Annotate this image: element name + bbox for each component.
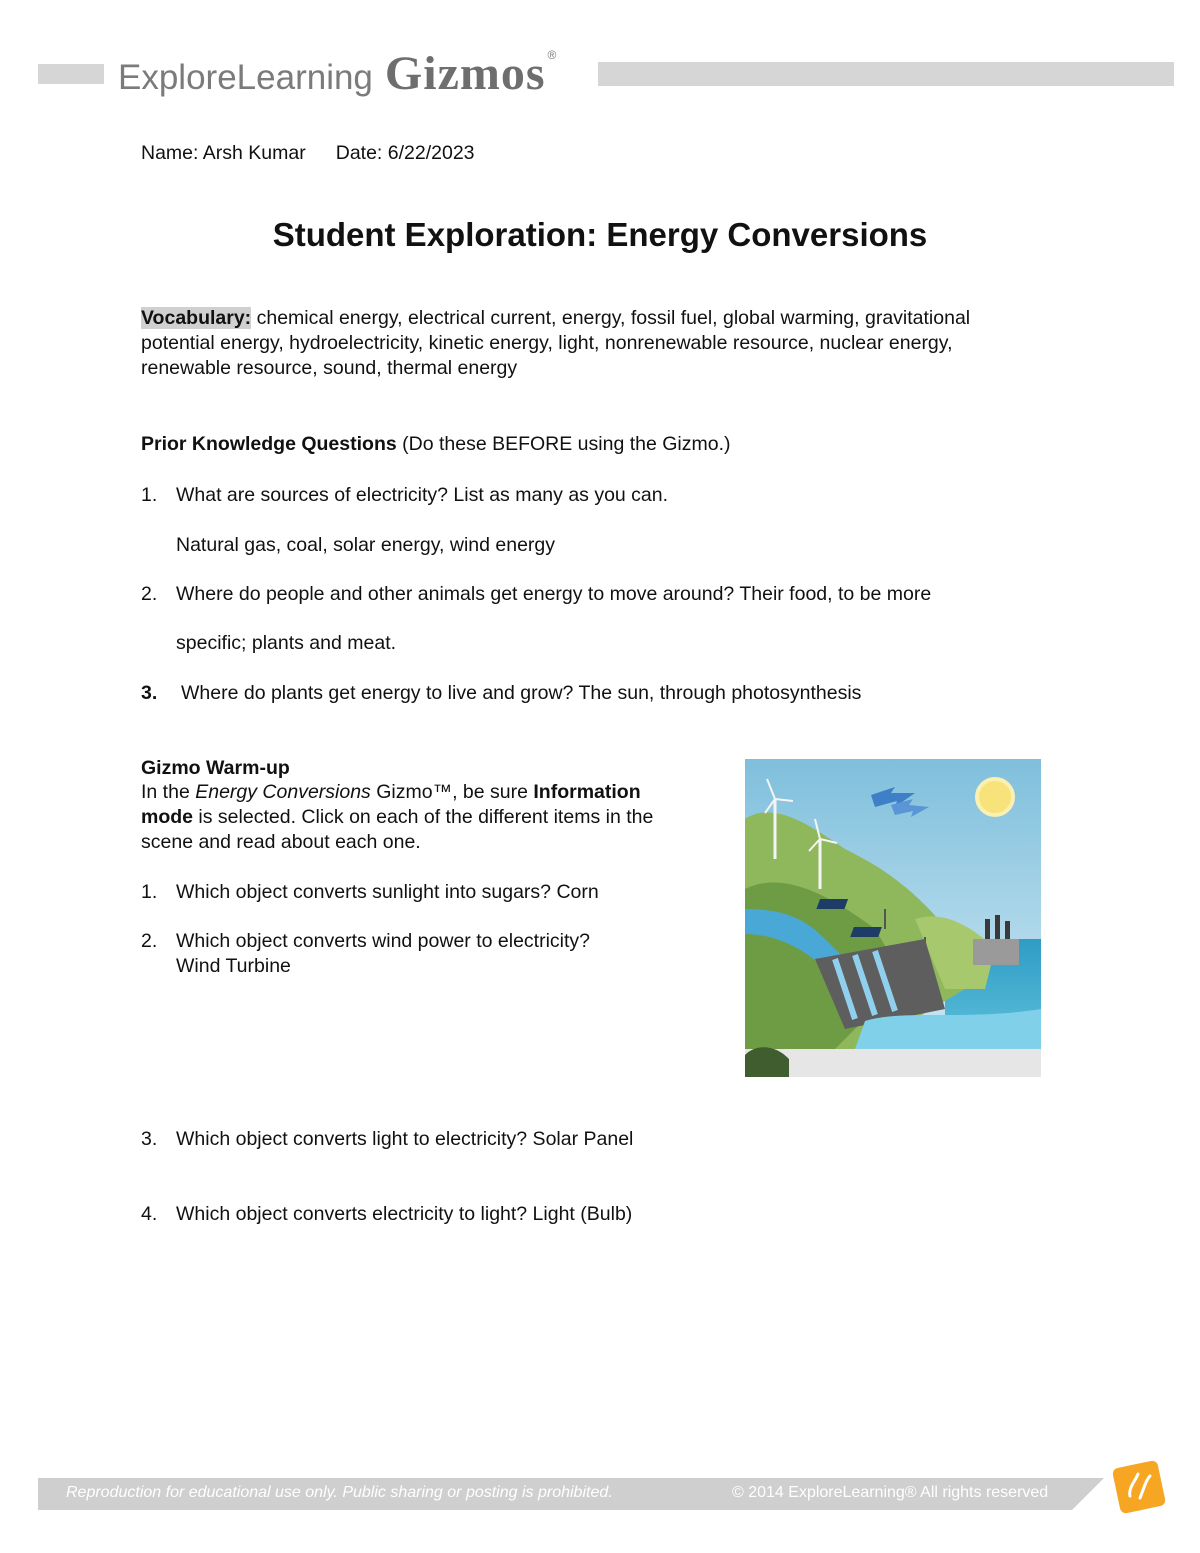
vocabulary-line-2: potential energy, hydroelectricity, kinetic energy, light, nonrenewable resource, nuclear energy, <box>141 332 953 354</box>
prior-knowledge-note: (Do these BEFORE using the Gizmo.) <box>396 433 731 455</box>
warmup-answer-2: Wind Turbine <box>176 955 291 977</box>
ground-strip <box>745 1049 1041 1077</box>
question-text: Where do plants get energy to live and grow? The sun, through photosynthesis <box>181 682 862 704</box>
warmup-question-4 <box>141 1202 632 1227</box>
question-text: Where do people and other animals get energy to move around? Their food, to be more <box>176 583 932 605</box>
warmup-intro-b: Gizmo™, be sure <box>370 781 534 803</box>
question-number: 4. <box>141 1203 158 1225</box>
warmup-intro-a: In the <box>141 781 196 803</box>
sun-icon <box>977 779 1013 815</box>
warmup-question-1 <box>141 880 599 905</box>
warmup-question-2 <box>141 929 590 954</box>
prior-question-1 <box>141 483 668 508</box>
header-bar-left <box>38 64 104 84</box>
question-text: Which object converts electricity to light? Light (Bulb) <box>176 1203 633 1225</box>
page-title: Student Exploration: Energy Conversions <box>272 216 928 253</box>
energy-conversions-scene-image <box>745 759 1041 1077</box>
vocabulary-line-3: renewable resource, sound, thermal energy <box>141 357 518 379</box>
vocabulary-label: Vocabulary: <box>141 307 252 329</box>
prior-question-3 <box>141 681 861 706</box>
vocabulary-line-1: chemical energy, electrical current, energy, fossil fuel, global warming, gravitational <box>251 307 971 329</box>
prior-question-2 <box>141 582 931 607</box>
question-text: What are sources of electricity? List as many as you can. <box>176 484 669 506</box>
question-number: 2. <box>141 930 158 952</box>
question-text: Which object converts sunlight into sugars? Corn <box>176 881 599 903</box>
footer-copyright: © 2014 ExploreLearning® All rights reserved <box>732 1484 1049 1501</box>
student-date: Date: 6/22/2023 <box>335 142 475 164</box>
warmup-question-3 <box>141 1127 633 1152</box>
footer-disclaimer: Reproduction for educational use only. Public sharing or posting is prohibited. <box>66 1484 613 1501</box>
brand-gizmos-text: Gizmos <box>384 47 546 100</box>
question-number: 1. <box>141 881 158 903</box>
student-name: Name: Arsh Kumar <box>141 142 306 164</box>
prior-question-2-continued: specific; plants and meat. <box>176 632 397 654</box>
warmup-intro-line-1 <box>141 780 641 805</box>
prior-knowledge-heading <box>141 432 731 457</box>
question-number: 3. <box>141 1128 158 1150</box>
question-number: 3. <box>141 682 158 704</box>
prior-knowledge-title: Prior Knowledge Questions <box>141 433 397 455</box>
warmup-intro-italic: Energy Conversions <box>195 781 371 803</box>
prior-answer-1: Natural gas, coal, solar energy, wind energy <box>176 534 556 556</box>
question-text: Which object converts light to electricity? Solar Panel <box>176 1128 634 1150</box>
vocabulary-section <box>141 306 1071 381</box>
student-info <box>141 141 475 166</box>
question-number: 1. <box>141 484 158 506</box>
warmup-intro-bold-2: mode <box>141 806 194 828</box>
explorelearning-gizmos-logo <box>118 46 556 102</box>
warmup-intro-line-3: scene and read about each one. <box>141 831 421 853</box>
warmup-intro-bold-1: Information <box>533 781 641 803</box>
explorelearning-badge-icon <box>1110 1458 1168 1516</box>
warmup-heading: Gizmo Warm-up <box>141 757 290 779</box>
brand-explore-text: ExploreLearning <box>118 58 373 97</box>
question-text: Which object converts wind power to electricity? <box>176 930 591 952</box>
question-number: 2. <box>141 583 158 605</box>
warmup-intro-c: is selected. Click on each of the different items in the <box>193 806 654 828</box>
warmup-intro-line-2 <box>141 805 653 830</box>
header-bar-right <box>598 62 1174 86</box>
brand-registered-mark: ® <box>547 48 557 62</box>
